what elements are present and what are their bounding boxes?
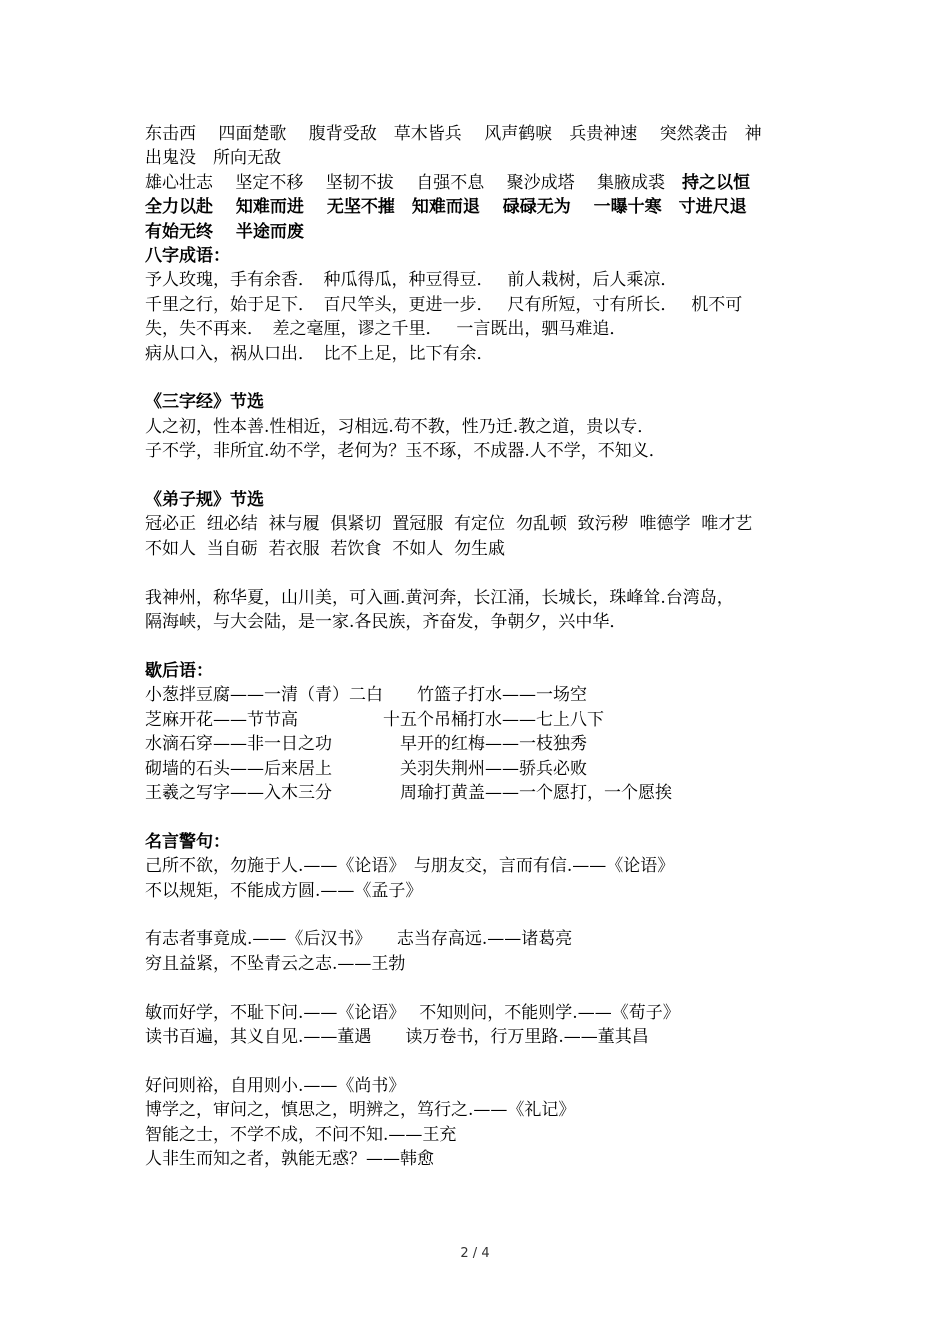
xiehouyu-left: 小葱拌豆腐——一清（青）二白 [145,685,383,706]
quote-line: 穷且益紧，不坠青云之志.——王勃 [145,953,406,974]
idiom-line-3-normal: 雄心壮志 坚定不移 坚韧不拔 自强不息 聚沙成塔 集腋成裘 [145,172,683,193]
idiom-line-3 [145,171,810,195]
spacer [145,634,810,658]
xiehouyu-right: 关羽失荆州——骄兵必败 [400,758,587,779]
xiehouyu-heading: 歇后语： [145,660,213,681]
idiom-line-3-bold: 持之以恒 [682,172,751,193]
xiehouyu-right: 周瑜打黄盖——一个愿打，一个愿挨 [400,782,672,803]
quote-line: 读书百遍，其义自见.——董遇 读万卷书，行万里路.——董其昌 [145,1026,649,1047]
page-number: 2 / 4 [460,1246,490,1261]
eight-char-line: 千里之行，始于足下． 百尺竿头，更进一步． 尺有所短，寸有所长． 机不可 [145,294,743,315]
idiom-line-5: 有始无终 半途而废 [145,221,304,242]
quote-line: 好问则裕，自用则小.——《尚书》 [145,1075,406,1096]
eight-char-line: 病从口入，祸从口出． 比不上足，比下有余． [145,343,494,364]
eight-char-line: 予人玫瑰，手有余香． 种瓜得瓜，种豆得豆． 前人栽树，后人乘凉． [145,270,678,291]
spacer [145,464,810,488]
quote-line: 有志者事竟成.——《后汉书》 志当存高远.——诸葛亮 [145,929,573,950]
xiehouyu-left: 水滴石穿——非一日之功 [145,734,332,755]
quote-line: 智能之士，不学不成，不问不知.——王充 [145,1124,457,1145]
xiehouyu-gap [383,685,417,705]
spacer [145,976,810,1000]
san-zi-jing-heading: 《三字经》节选 [145,392,264,413]
shenzhou-line: 隔海峡，与大会陆，是一家.各民族，齐奋发，争朝夕，兴中华． [145,612,627,633]
spacer [145,561,810,585]
xiehouyu-right: 竹篮子打水——一场空 [417,685,587,706]
spacer [145,805,810,829]
xiehouyu-row [145,683,810,707]
idiom-line-1: 东击西 四面楚歌 腹背受敌 草木皆兵 风声鹤唳 兵贵神速 突然袭击 神 [145,124,762,144]
xiehouyu-gap [332,759,400,779]
xiehouyu-right: 十五个吊桶打水——七上八下 [383,709,604,730]
san-zi-jing-line: 子不学，非所宜.幼不学，老何为？玉不琢，不成器.人不学，不知义． [145,441,666,462]
xiehouyu-gap [332,783,400,803]
san-zi-jing-line: 人之初，性本善.性相近，习相远.苟不教，性乃迁.教之道，贵以专． [145,416,655,437]
xiehouyu-row [145,732,810,756]
eight-char-line: 失，失不再来． 差之毫厘，谬之千里． 一言既出，驷马难追． [145,319,627,340]
quote-line: 博学之，审问之，慎思之，明辨之，笃行之.——《礼记》 [145,1100,576,1121]
xiehouyu-left: 王羲之写字——入木三分 [145,782,332,803]
eight-char-heading: 八字成语： [145,246,230,267]
quote-line: 敏而好学，不耻下问.——《论语》 不知则问，不能则学.——《荀子》 [145,1002,680,1023]
xiehouyu-right: 早开的红梅——一枝独秀 [400,734,587,755]
shenzhou-line: 我神州，称华夏，山川美，可入画.黄河奔，长江涌，长城长，珠峰耸.台湾岛， [145,587,734,608]
spacer [145,1049,810,1073]
quote-line: 人非生而知之者，孰能无惑？——韩愈 [145,1148,434,1169]
spacer [145,903,810,927]
di-zi-gui-line: 冠必正 纽必结 袜与履 俱紧切 置冠服 有定位 勿乱顿 致污秽 唯德学 唯才艺 [145,514,753,535]
quote-line: 己所不欲，勿施于人.——《论语》 与朋友交，言而有信.——《论语》 [145,856,675,877]
quote-line: 不以规矩，不能成方圆.——《孟子》 [145,880,423,901]
xiehouyu-row [145,757,810,781]
idiom-line-4: 全力以赴 知难而进 无坚不摧 知难而退 碌碌无为 一曝十寒 寸进尺退 [145,197,747,218]
xiehouyu-row [145,708,810,732]
di-zi-gui-heading: 《弟子规》节选 [145,490,264,511]
di-zi-gui-line: 不如人 当自砺 若衣服 若饮食 不如人 勿生戚 [145,538,506,559]
xiehouyu-gap [332,734,400,754]
xiehouyu-left: 芝麻开花——节节高 [145,709,298,730]
idiom-line-2: 出鬼没 所向无敌 [145,148,281,169]
xiehouyu-row [145,781,810,805]
xiehouyu-gap [298,710,383,730]
xiehouyu-left: 砌墙的石头——后来居上 [145,758,332,779]
spacer [145,366,810,390]
quotes-heading: 名言警句： [145,831,230,852]
document-page [145,122,810,1171]
